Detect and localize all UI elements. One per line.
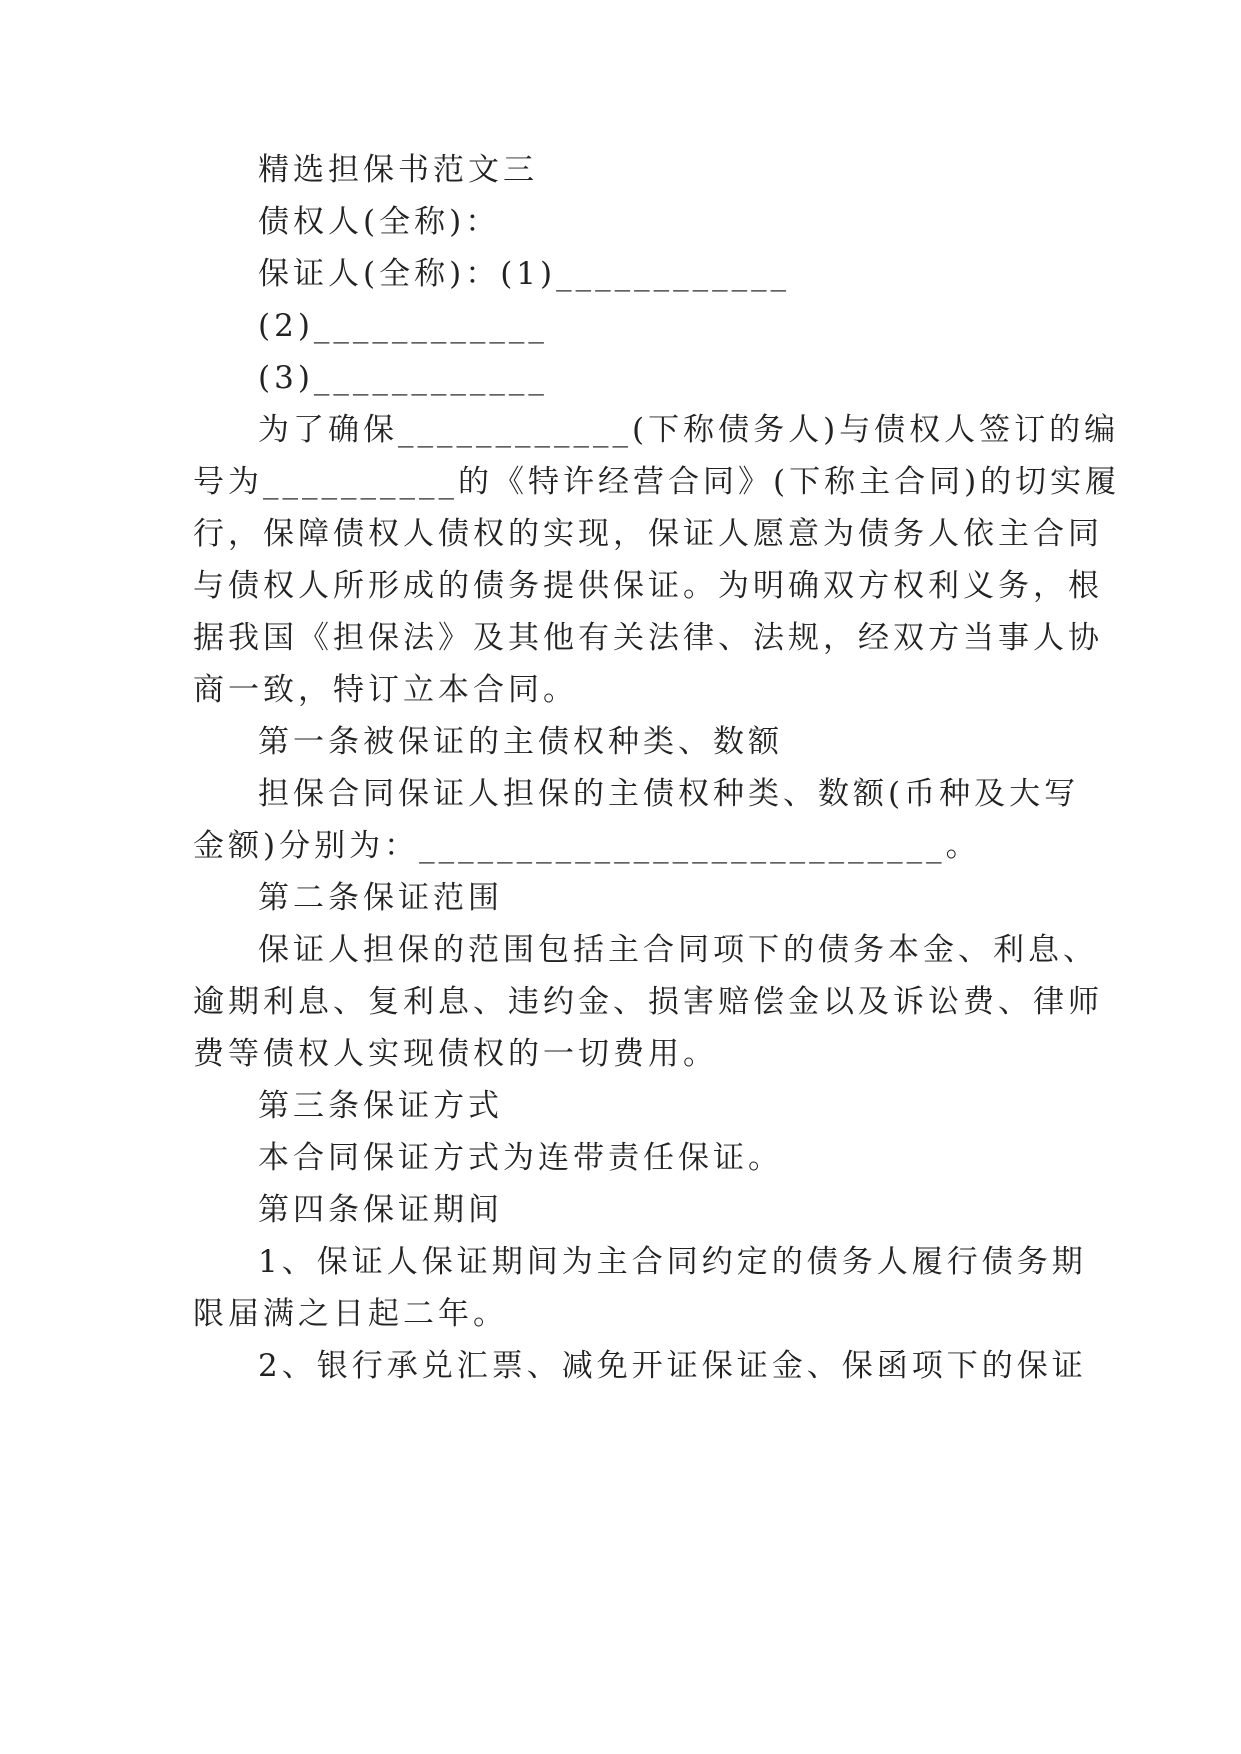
article-2-line-3: 费等债权人实现债权的一切费用。 (193, 1036, 718, 1072)
article-3-line-1: 本合同保证方式为连带责任保证。 (258, 1140, 783, 1176)
preamble-line-5: 据我国《担保法》及其他有关法律、法规，经双方当事人协 (193, 620, 1103, 656)
preamble-line-2: 号为__________的《特许经营合同》(下称主合同)的切实履 (193, 464, 1121, 500)
article-3-heading: 第三条保证方式 (258, 1088, 503, 1124)
guarantor-line-2: (2)____________ (258, 308, 548, 344)
article-4-heading: 第四条保证期间 (258, 1192, 503, 1228)
article-2-line-2: 逾期利息、复利息、违约金、损害赔偿金以及诉讼费、律师 (193, 984, 1103, 1020)
article-1-line-1: 担保合同保证人担保的主债权种类、数额(币种及大写 (258, 776, 1080, 812)
article-4-line-3: 2、银行承兑汇票、减免开证保证金、保函项下的保证 (258, 1348, 1087, 1384)
preamble-line-6: 商一致，特订立本合同。 (193, 672, 578, 708)
preamble-line-3: 行，保障债权人债权的实现，保证人愿意为债务人依主合同 (193, 516, 1103, 552)
article-1-line-2: 金额)分别为：___________________________。 (193, 828, 981, 864)
article-4-line-1: 1、保证人保证期间为主合同约定的债务人履行债务期 (258, 1244, 1087, 1280)
article-2-heading: 第二条保证范围 (258, 880, 503, 916)
article-4-line-2: 限届满之日起二年。 (193, 1296, 508, 1332)
preamble-line-4: 与债权人所形成的债务提供保证。为明确双方权利义务，根 (193, 568, 1103, 604)
article-1-heading: 第一条被保证的主债权种类、数额 (258, 724, 783, 760)
preamble-line-1: 为了确保____________(下称债务人)与债权人签订的编 (258, 412, 1120, 448)
guarantor-line-3: (3)____________ (258, 360, 548, 396)
guarantor-line-1: 保证人(全称)：(1)____________ (258, 256, 791, 292)
doc-title: 精选担保书范文三 (258, 152, 538, 188)
article-2-line-1: 保证人担保的范围包括主合同项下的债务本金、利息、 (258, 932, 1098, 968)
creditor-line: 债权人(全称)： (258, 204, 501, 240)
